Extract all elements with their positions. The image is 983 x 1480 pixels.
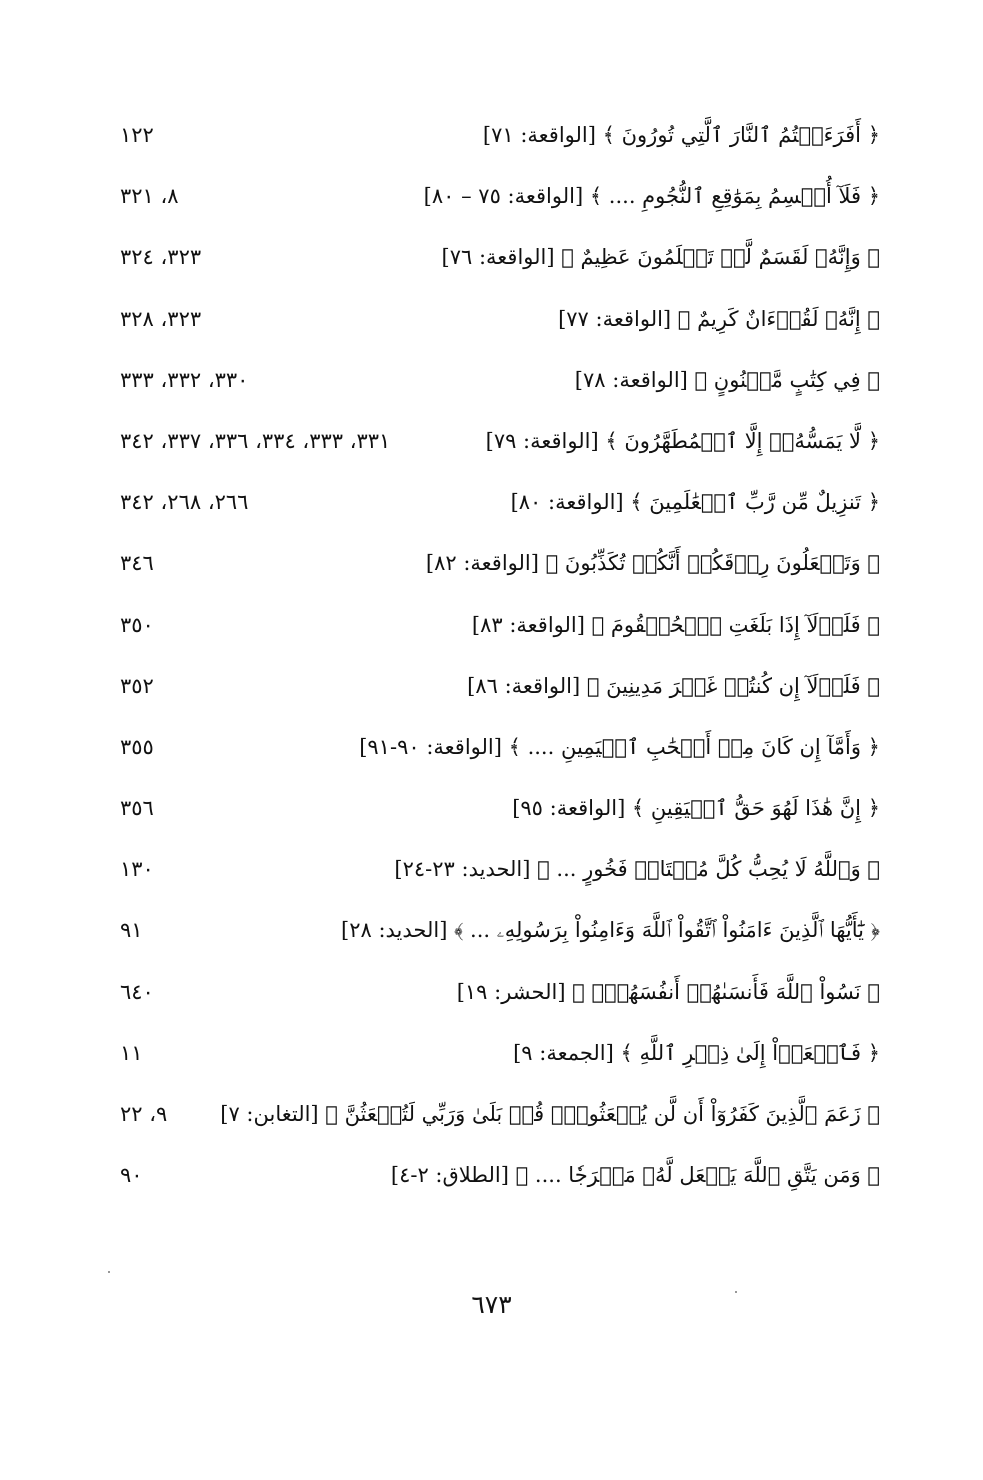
page-references: ٣٣٠، ٣٣٢، ٣٣٣: [120, 367, 249, 392]
page-references: ٣٣١، ٣٣٣، ٣٣٤، ٣٣٦، ٣٣٧، ٣٤٢: [120, 428, 391, 453]
page-references: ٩٠: [120, 1163, 143, 1188]
page-references: ٦٤٠: [120, 979, 154, 1004]
page-references: ٨، ٣٢١: [120, 184, 179, 209]
index-row: [120, 1030, 880, 1091]
index-row: [120, 540, 880, 601]
index-row: [120, 479, 880, 540]
verse-entry: ﴿ وَتَجۡعَلُونَ رِزۡقَكُمۡ أَنَّكُمۡ تُكَذِّبُونَ ﴾ [الواقعة: ٨٢]: [425, 551, 880, 576]
index-row: [120, 173, 880, 234]
index-row: [120, 234, 880, 295]
page-references: ٣٥٠: [120, 612, 154, 637]
verse-entry: ﴿ فَلَآ أُقۡسِمُ بِمَوَٰقِعِ ٱلنُّجُومِ .... ﴾ [الواقعة: ٧٥ – ٨٠]: [423, 184, 880, 209]
index-row: [120, 724, 880, 785]
page-references: ٣٢٣، ٣٢٨: [120, 306, 202, 331]
page-references: ٣٢٣، ٣٢٤: [120, 245, 202, 270]
verse-entry: ﴿ أَفَرَءَيۡتُمُ ٱلنَّارَ ٱلَّتِي تُورُونَ ﴾ [الواقعة: ٧١]: [482, 123, 880, 147]
verse-entry: ﴿ لَّا يَمَسُّهُۥٓ إِلَّا ٱلۡمُطَهَّرُونَ ﴾ [الواقعة: ٧٩]: [485, 428, 880, 453]
index-row: [120, 1091, 880, 1152]
index-row: [120, 418, 880, 479]
index-row: [120, 1152, 880, 1213]
page-references: ٩١: [120, 918, 143, 943]
verse-entry: ﴿ فِي كِتَٰبٍ مَّكۡنُونٍ ﴾ [الواقعة: ٧٨]: [574, 367, 880, 392]
index-row: [120, 296, 880, 357]
index-row: [120, 846, 880, 907]
index-row: [120, 969, 880, 1030]
verse-entry: ﴿ إِنَّ هَٰذَا لَهُوَ حَقُّ ٱلۡيَقِينِ ﴾ [الواقعة: ٩٥]: [512, 796, 880, 821]
page-references: ١٢٢: [120, 123, 154, 147]
verse-entry: ﴿ يَٰٓأَيُّهَا ٱلَّذِينَ ءَامَنُواْ ٱتَّقُواْ ٱللَّهَ وَءَامِنُواْ بِرَسُولِهِۦ ... ﴾ [الحديد: ٢٨]: [341, 918, 880, 943]
index-row: [120, 907, 880, 968]
scan-speck: [108, 1271, 110, 1273]
page-references: ١١: [120, 1040, 143, 1065]
page-references: ٣٥٦: [120, 796, 154, 821]
page-number: ٦٧٣: [471, 1290, 512, 1319]
verse-entry: ﴿ تَنزِيلٌ مِّن رَّبِّ ٱلۡعَٰلَمِينَ ﴾ [الواقعة: ٨٠]: [510, 490, 880, 515]
index-row: [120, 785, 880, 846]
page-references: ٩، ٢٢: [120, 1102, 168, 1126]
page-references: ٣٥٢: [120, 673, 154, 698]
index-row: [120, 602, 880, 663]
verse-entry: ﴿ زَعَمَ ٱلَّذِينَ كَفَرُوٓاْ أَن لَّن يُبۡعَثُواْۚ قُلۡ بَلَىٰ وَرَبِّي لَتُبۡعَثُنَّ ﴾ [التغابن: ٧]: [220, 1102, 880, 1126]
verse-entry: ﴿ فَلَوۡلَآ إِن كُنتُمۡ غَيۡرَ مَدِينِينَ ﴾ [الواقعة: ٨٦]: [467, 673, 880, 698]
verse-entry: ﴿ وَأَمَّآ إِن كَانَ مِنۡ أَصۡحَٰبِ ٱلۡيَمِينِ .... ﴾ [الواقعة: ٩٠-٩١]: [359, 734, 880, 759]
verse-entry: ﴿ إِنَّهُۥ لَقُرۡءَانٌ كَرِيمٌ ﴾ [الواقعة: ٧٧]: [558, 306, 880, 331]
verse-entry: ﴿ وَإِنَّهُۥ لَقَسَمٌ لَّوۡ تَعۡلَمُونَ عَظِيمٌ ﴾ [الواقعة: ٧٦]: [441, 245, 880, 270]
page-references: ١٣٠: [120, 857, 154, 882]
index-row: [120, 663, 880, 724]
page-references: ٢٦٦، ٢٦٨، ٣٤٢: [120, 490, 249, 515]
verse-entry: ﴿ وَمَن يَتَّقِ ٱللَّهَ يَجۡعَل لَّهُۥ مَخۡرَجٗا .... ﴾ [الطلاق: ٢-٤]: [390, 1163, 880, 1188]
verse-entry: ﴿ فَلَوۡلَآ إِذَا بَلَغَتِ ٱلۡحُلۡقُومَ ﴾ [الواقعة: ٨٣]: [471, 612, 880, 637]
index-row: [120, 357, 880, 418]
verse-entry: ﴿ نَسُواْ ٱللَّهَ فَأَنسَىٰهُمۡ أَنفُسَهُمۡۚ ﴾ [الحشر: ١٩]: [456, 979, 880, 1004]
page-references: ٣٥٥: [120, 734, 154, 759]
page-references: ٣٤٦: [120, 551, 154, 576]
verse-index-list: [120, 112, 880, 1213]
verse-entry: ﴿ وَٱللَّهُ لَا يُحِبُّ كُلَّ مُخۡتَالٖ فَخُورٍ ... ﴾ [الحديد: ٢٣-٢٤]: [394, 857, 880, 882]
verse-entry: ﴿ فَٱسۡعَوۡاْ إِلَىٰ ذِكۡرِ ٱللَّهِ ﴾ [الجمعة: ٩]: [513, 1040, 880, 1065]
index-row: [120, 112, 880, 173]
